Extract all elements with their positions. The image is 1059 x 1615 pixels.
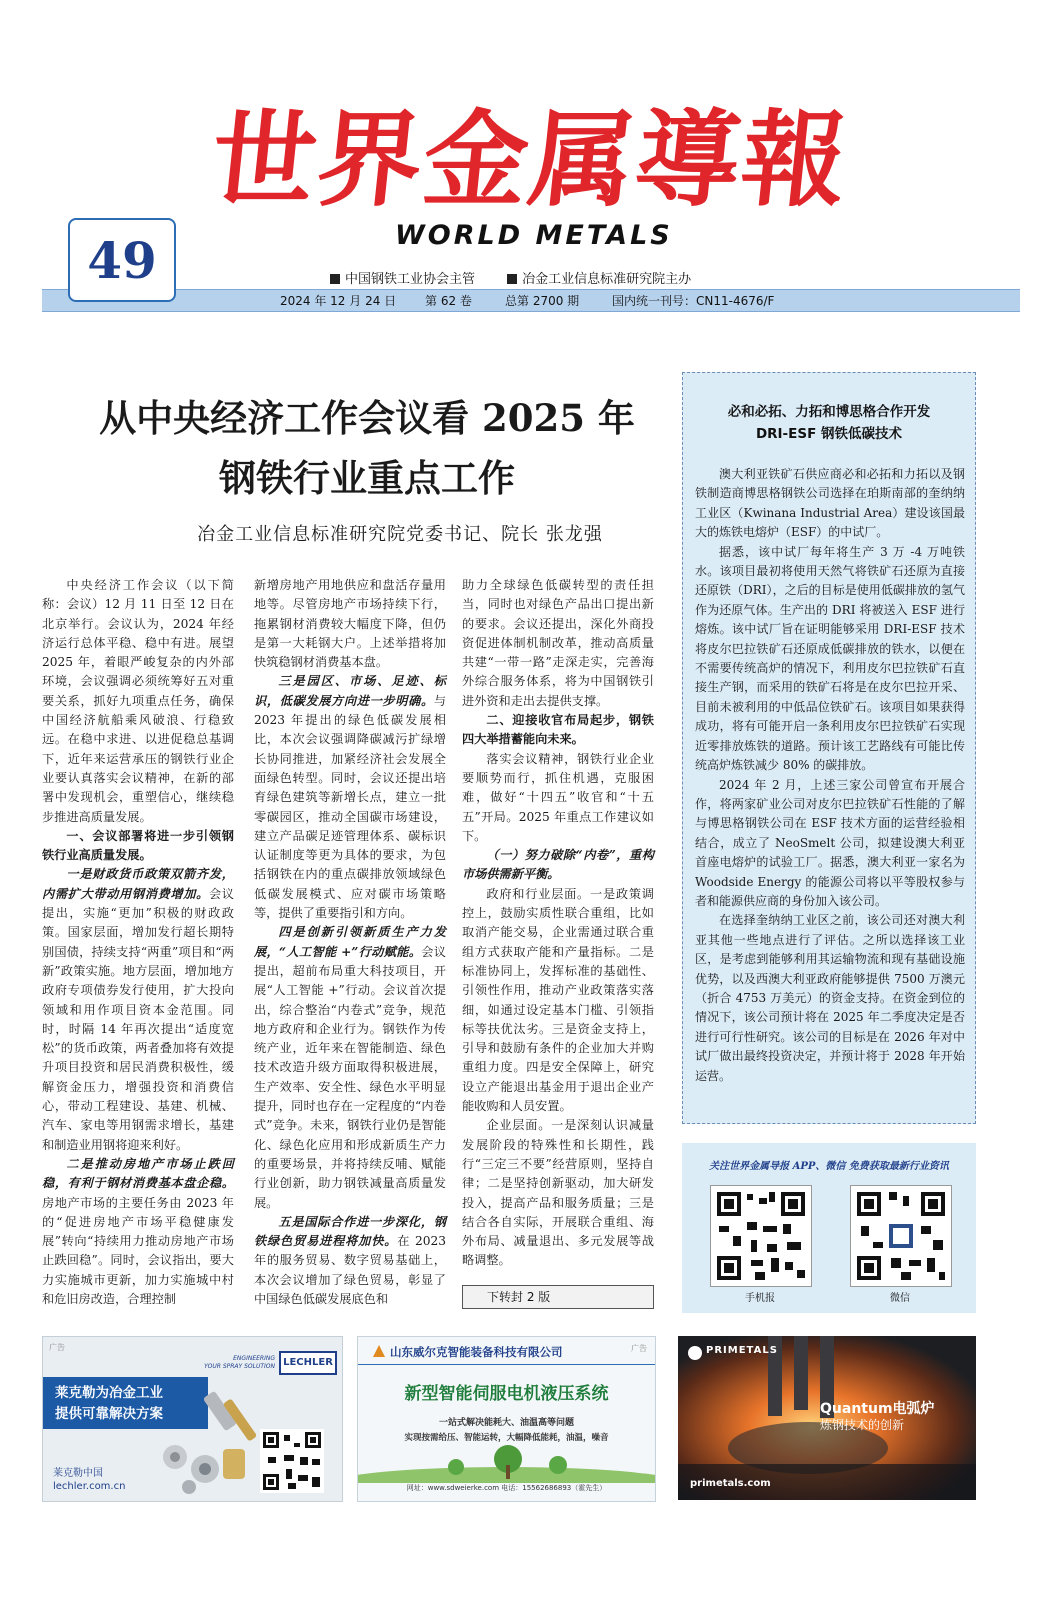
sdweierke-sub1: 一站式解决能耗大、油温高等问题: [438, 1418, 574, 1428]
lechler-slogan: [55, 1383, 163, 1425]
paragraph-text: 在 2023 年的服务贸易、数字贸易基础上，本次会议增加了绿色贸易，彰显了中国绿色低碳发展底色和: [254, 1234, 447, 1306]
qr-code-app-icon[interactable]: [710, 1185, 812, 1287]
qr-promo: [682, 1143, 976, 1313]
sidebar-paragraph: 2024 年 2 月，上述三家公司曾宣布开展合作，将两家矿业公司对皮尔巴拉铁矿石性能的了解与博思格钢铁公司在 ESF 技术方面的运营经验相结合，成立了 NeoSmelt 公司，拟建设澳大利亚首座电熔炉的试验工厂。据悉，澳大利亚一家名为 Woodside Energy 的能源公司将以平等股权参与者和能源供应商的身份加入该公司。: [695, 777, 965, 908]
lechler-logo: LECHLER: [279, 1351, 337, 1375]
promo-text: 关注世界金属导报 APP、微信 免费获取最新行业资讯: [709, 1161, 949, 1172]
square-bullet-icon: [330, 274, 340, 284]
article-paragraph: [462, 576, 654, 711]
paragraph-lead: 二是推动房地产市场止跌回稳，有利于钢材消费基本盘企稳。: [42, 1156, 234, 1191]
sdweierke-title: 新型智能伺服电机液压系统: [404, 1384, 609, 1404]
article-paragraph: [42, 576, 234, 827]
article-paragraph: [42, 827, 234, 866]
page-number: 49: [68, 218, 176, 302]
issue-serial: 国内统一刊号：CN11-4676/F: [612, 294, 775, 308]
issue-date: 2024 年 12 月 24 日: [280, 294, 397, 308]
sdweierke-sub2: 实现按需给压、智能运转，大幅降低能耗，油温，噪音: [404, 1433, 609, 1443]
article-column-3: [462, 576, 654, 1271]
sponsor-2: [507, 272, 691, 287]
continued-notice: [462, 1285, 654, 1309]
sidebar-paragraph: 澳大利亚铁矿石供应商必和必拓和力拓以及钢铁制造商博思格钢铁公司选择在珀斯南部的奎纳纳工业区（Kwinana Industrial Area）建设该国最大的炼铁电熔炉（ESF）的中试厂。: [695, 467, 965, 540]
qr-label-wechat: 微信: [890, 1293, 910, 1304]
divider: [358, 1364, 655, 1365]
ad-primetals[interactable]: [678, 1336, 976, 1500]
lechler-name: 莱克勒中国: [53, 1468, 103, 1479]
paragraph-text: 落实会议精神，钢铁行业企业要顺势而行，抓住机遇，克服困难，做好“十四五”收官和“十五五”开局。2025 年重点工作建议如下。: [462, 751, 654, 843]
paragraph-lead: 五是国际合作进一步深化，钢铁绿色贸易进程将加快。: [254, 1214, 446, 1249]
article-paragraph: [254, 1213, 446, 1309]
article-paragraph: [462, 750, 654, 846]
continued-text: 下转封 2 版: [487, 1290, 551, 1304]
article-column-1: [42, 576, 234, 1309]
paragraph-text: 会议提出，超前布局重大科技项目，开展“人工智能 +”行动。会议首次提出，综合整治“内卷式”竞争，规范地方政府和企业行为。钢铁作为传统产业，近年来在智能制造、绿色技术改造升级方面取得积极进展，生产效率、安全性、绿色水平明显提升，同时也存在一定程度的“内卷式”竞争。未来，钢铁行业仍是智能化、绿色化应用和形成新质生产力的重要场景，并将持续反哺、赋能行业创新，助力钢铁减量高质量发展。: [254, 944, 446, 1210]
paragraph-text: 会议提出，实施“更加”积极的财政政策。国家层面，增加发行超长期特别国债，持续支持“两重”项目和“两新”政策实施。地方层面，增加地方政府专项债券发行使用，扩大投向领域和用作项目资本金范围。同时，时隔 14 年再次提出“适度宽松”的货币政策，两者叠加将有效提升项目投资和居民消费积极性，缓解资金压力，增强投资和消费信心，带动工程建设、基建、机械、汽车、家电等用钢需求增长，基建和制造业用钢将迎来利好。: [42, 886, 234, 1152]
article-title-line1: 从中央经济工作会议看 2025 年: [99, 396, 635, 440]
article-paragraph: [462, 711, 654, 750]
sdweierke-company: 山东威尔克智能装备科技有限公司: [390, 1345, 563, 1359]
sidebar-paragraph: 据悉，该中试厂每年将生产 3 万 -4 万吨铁水。该项目最初将使用天然气将铁矿石还原为直接还原铁（DRI），之后的目标是使用低碳排放的氢气作为还原气体。生产出的 DRI 将被送入 ESF 进行熔炼。该中试厂旨在证明能够采用 DRI-ESF 技术将皮尔巴拉铁矿石还原成低碳排放的铁水，以便在不需要传统高炉的情况下，利用皮尔巴拉铁矿石直接生产钢，而采用的铁矿石将是在皮尔巴拉开采、目前未被利用的中低品位铁矿石。该项目如果获得成功，将有可能开启一条利用皮尔巴拉铁矿石实现近零排放炼铁的道路。预计该工艺路线有可能比传统高炉炼铁减少 80% 的碳排放。: [695, 544, 965, 773]
lechler-slogan-2: 提供可靠解决方案: [55, 1406, 163, 1422]
sidebar-article: [682, 372, 976, 1124]
paragraph-lead: 四是创新引领新质生产力发展，“人工智能 +”行动赋能。: [254, 925, 446, 959]
primetals-logo-icon: [688, 1346, 702, 1360]
article-title-line2: 钢铁行业重点工作: [219, 456, 515, 500]
qr-label-app: 手机报: [745, 1293, 775, 1304]
article-byline: 冶金工业信息标准研究院党委书记、院长 张龙强: [197, 524, 603, 545]
sponsor-1: [330, 272, 475, 287]
lechler-url[interactable]: lechler.com.cn: [53, 1481, 126, 1492]
lechler-tagline: [203, 1355, 275, 1371]
paragraph-text: 房地产市场的主要任务由 2023 年的“促进房地产市场平稳健康发展”转向“持续用力推动房地产市场止跌回稳”。同时，会议指出，要大力实施城市更新，加力实施城中村和危旧房改造，合理控制: [42, 1195, 234, 1306]
sdweierke-contact[interactable]: 网址：www.sdweierke.com 电话：15562686893（霍先生）: [406, 1484, 607, 1492]
primetals-url[interactable]: primetals.com: [690, 1478, 771, 1489]
square-bullet-icon: [507, 274, 517, 284]
article-column-2: [254, 576, 446, 1309]
paragraph-lead: 三是园区、市场、足迹、标识，低碳发展方向进一步明确。: [254, 674, 446, 708]
paragraph-lead: （一）努力破除“内卷”，重构市场供需新平衡。: [462, 848, 654, 882]
ad-sdweierke[interactable]: [357, 1336, 656, 1502]
sidebar-body: [695, 465, 965, 1086]
sponsors: [330, 268, 719, 287]
sidebar-title: [683, 401, 975, 445]
nozzle-products-image: [153, 1387, 273, 1497]
lechler-tagline-2: YOUR SPRAY SOLUTION: [204, 1363, 275, 1370]
lechler-tagline-1: ENGINEERING: [233, 1355, 275, 1362]
paragraph-text: 企业层面。一是深刻认识减量发展阶段的特殊性和长期性，践行“三定三不要”经营原则，坚持自律；二是坚持创新驱动，加大研发投入，提高产品和服务质量；三是结合各自实际，开展联合重组、海外布局、减量退出、多元发展等战略调整。: [462, 1118, 654, 1268]
paragraph-text: 与 2023 年提出的绿色低碳发展相比，本次会议强调降碳减污扩绿增长协同推进，加紧经济社会发展全面绿色转型。同时，会议还提出培育绿色建筑等新增长点，建立一批零碳园区，推动全国碳市场建设，建立产品碳足迹管理体系、碳标识认证制度等更为具体的要求，为包括钢铁在内的重点碳排放领域绿色低碳发展模式、应对碳市场策略等，提供了重要指引和方向。: [254, 693, 446, 921]
masthead-title: 世界金属導報: [205, 98, 855, 221]
sidebar-title-line2: DRI-ESF 钢铁低碳技术: [755, 426, 903, 442]
primetals-title: Quantum电弧炉: [820, 1401, 935, 1417]
article-paragraph: [42, 1155, 234, 1309]
sponsor-2-text: 冶金工业信息标准研究院主办: [522, 272, 692, 287]
paragraph-lead: 一是财政货币政策双箭齐发，内需扩大带动用钢消费增加。: [42, 867, 234, 901]
masthead-english: WORLD METALS: [395, 220, 673, 251]
article-paragraph: [462, 885, 654, 1117]
article-paragraph: [254, 672, 446, 923]
lechler-slogan-1: 莱克勒为冶金工业: [55, 1385, 163, 1401]
paragraph-text: 中央经济工作会议（以下简称：会议）12 月 11 日至 12 日在北京举行。会议认为，2024 年经济运行总体平稳、稳中有进。展望 2025 年，着眼严峻复杂的内外部环境，会议强调必须统筹好五对重要关系，抓好九项重点任务，确保中国经济航船乘风破浪、行稳致远。在稳中求进、以进促稳总基调下，近年来运营承压的钢铁行业企业要认真落实会议精神，在新的部署中发现机会，重塑信心，继续稳步推进高质量发展。: [42, 578, 234, 824]
article-paragraph: [254, 923, 446, 1212]
ad-label: 广告: [49, 1343, 65, 1352]
sidebar-paragraph: 在选择奎纳纳工业区之前，该公司还对澳大利亚其他一些地点进行了评估。之所以选择该工业区，是考虑到能够利用其运输物流和现有基础设施优势，以及西澳大利亚政府能够提供 7500 万澳元（折合 4753 万美元）的资金支持。在资金到位的情况下，该公司预计将在 2025 年二季度决定是否进行可行性研究。该公司的目标是在 2026 年对中试厂做出最终投资决定，并预计将于 2028 年开始运营。: [695, 913, 965, 1083]
ad-label: 广告: [631, 1344, 647, 1353]
sdweierke-logo-icon: [372, 1344, 386, 1358]
article-paragraph: [42, 865, 234, 1154]
lechler-contact: [53, 1467, 125, 1493]
paragraph-text: 一、会议部署将进一步引领钢铁行业高质量发展。: [42, 828, 234, 863]
primetals-logo: PRIMETALS: [706, 1345, 778, 1356]
article-paragraph: [254, 576, 446, 672]
paragraph-text: 二、迎接收官布局起步，钢铁四大举措蓄能向未来。: [462, 713, 654, 747]
article-paragraph: [462, 1116, 654, 1270]
primetals-sub: 炼钢技术的创新: [820, 1418, 905, 1432]
paragraph-text: 新增房地产用地供应和盘活存量用地等。尽管房地产市场持续下行，拖累钢材消费较大幅度下降，但仍是第一大耗钢大户。上述举措将加快筑稳钢材消费基本盘。: [254, 578, 446, 670]
paragraph-text: 助力全球绿色低碳转型的责任担当，同时也对绿色产品出口提出新的要求。会议还提出，深化外商投资促进体制机制改革，推动高质量共建“一带一路”走深走实，完善海外综合服务体系，将为中国钢铁引进外资和走出去提供支撑。: [462, 578, 654, 708]
ad-lechler[interactable]: [42, 1336, 343, 1502]
issue-info-band: [42, 289, 1020, 312]
issue-volume: 第 62 卷: [425, 294, 472, 308]
issue-number: 总第 2700 期: [505, 294, 580, 308]
lechler-qr-icon[interactable]: [260, 1429, 324, 1493]
article-title: [42, 388, 692, 508]
qr-code-wechat-icon[interactable]: [850, 1185, 952, 1287]
paragraph-text: 政府和行业层面。一是政策调控上，鼓励实质性联合重组，比如取消产能交易，企业需通过联合重组方式获取产能和产量指标。二是标准协同上，发挥标准的基础性、引领性作用，推动产业政策落实落细，如通过设定基本门槛、引领指标等扶优汰劣。三是资金支持上，引导和鼓励有条件的企业加大并购重组力度。四是安全保障上，研究设立产能退出基金用于退出企业产能收购和人员安置。: [462, 886, 654, 1114]
landscape-image: [358, 1445, 655, 1483]
article-paragraph: [462, 846, 654, 885]
sponsor-1-text: 中国钢铁工业协会主管: [345, 272, 476, 287]
sidebar-title-line1: 必和必拓、力拓和博思格合作开发: [727, 404, 931, 420]
